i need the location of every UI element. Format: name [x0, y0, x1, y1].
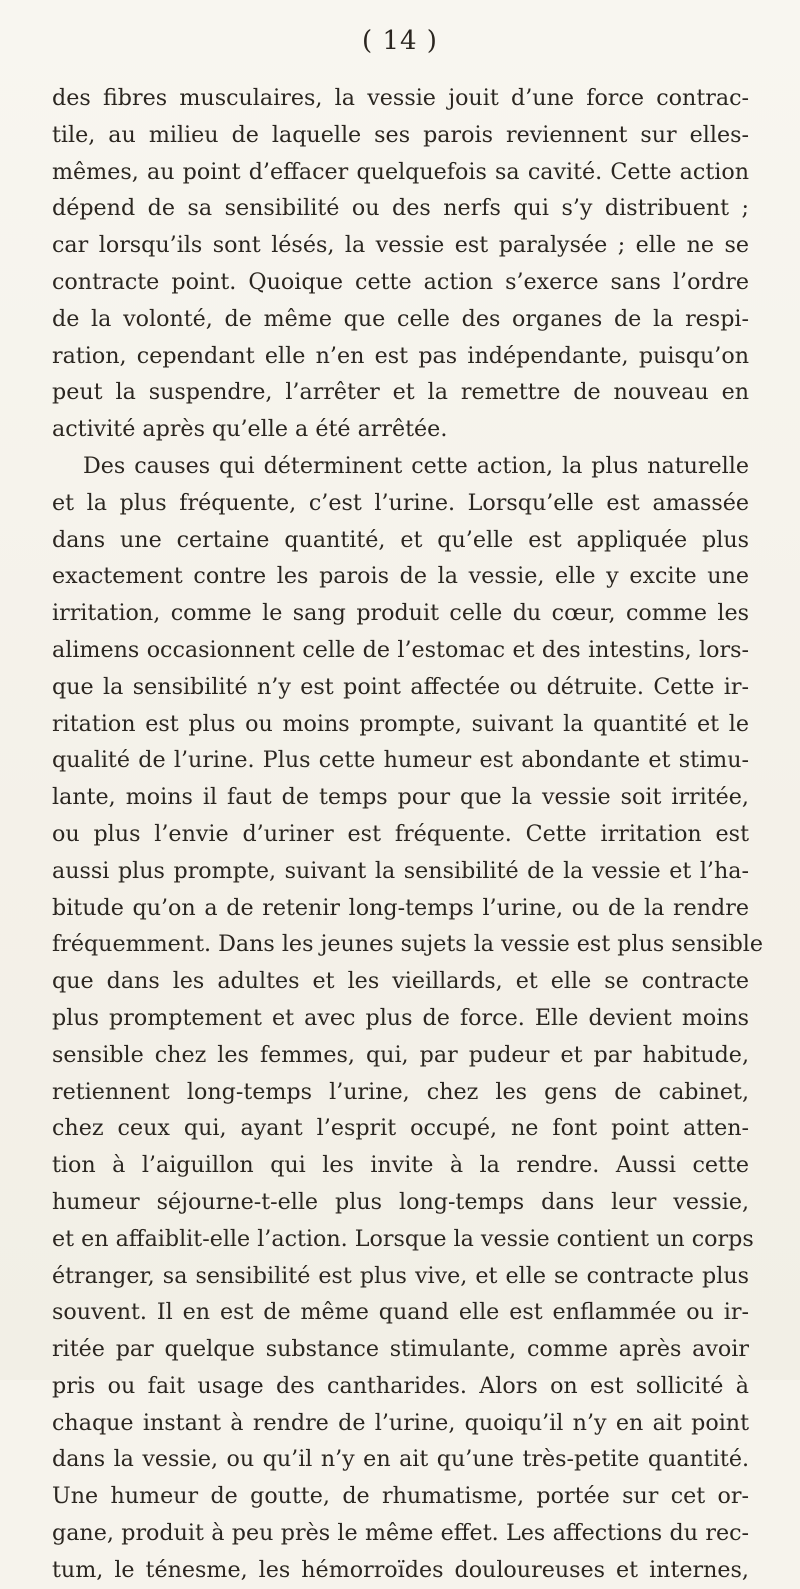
text-line: étranger, sa sensibilité est plus vive, et elle se contracte plus — [52, 1262, 749, 1289]
text-line: chaque instant à rendre de l’urine, quoiqu’il n’y en ait point — [52, 1409, 749, 1436]
text-line: que la sensibilité n’y est point affectée ou détruite. Cette ir- — [52, 673, 749, 700]
text-line: retiennent long-temps l’urine, chez les gens de cabinet, — [52, 1078, 749, 1105]
text-line: ritation est plus ou moins prompte, suivant la quantité et le — [52, 710, 749, 737]
text-line: humeur séjourne-t-elle plus long-temps dans leur vessie, — [52, 1188, 749, 1215]
text-line: souvent. Il en est de même quand elle est enflammée ou ir- — [52, 1299, 749, 1326]
text-line: plus promptement et avec plus de force. Elle devient moins — [52, 1004, 749, 1031]
text-line: fréquemment. Dans les jeunes sujets la vessie est plus sensible — [52, 931, 764, 958]
text-line: activité après qu’elle a été arrêtée. — [52, 416, 448, 443]
text-line: gane, produit à peu près le même effet. Les affections du rec- — [52, 1520, 749, 1547]
text-line: que dans les adultes et les vieillards, et elle se contracte — [52, 968, 749, 995]
text-line: car lorsqu’ils sont lésés, la vessie est paralysée ; elle ne se — [52, 232, 749, 259]
text-line: sensible chez les femmes, qui, par pudeur et par habitude, — [52, 1041, 749, 1068]
text-line: de la volonté, de même que celle des organes de la respi- — [52, 305, 749, 332]
text-line: exactement contre les parois de la vessie, elle y excite une — [52, 563, 749, 590]
text-line: dans une certaine quantité, et qu’elle est appliquée plus — [52, 526, 749, 553]
text-line: contracte point. Quoique cette action s’exerce sans l’ordre — [52, 268, 749, 295]
text-line: et la plus fréquente, c’est l’urine. Lorsqu’elle est amassée — [52, 489, 749, 516]
text-line: ou plus l’envie d’uriner est fréquente. Cette irritation est — [52, 820, 749, 847]
text-line: tile, au milieu de laquelle ses parois reviennent sur elles- — [52, 121, 749, 148]
text-line: dépend de sa sensibilité ou des nerfs qui s’y distribuent ; — [52, 195, 749, 222]
text-line: qualité de l’urine. Plus cette humeur est abondante et stimu- — [52, 747, 749, 774]
text-line: lante, moins il faut de temps pour que la vessie soit irritée, — [52, 784, 749, 811]
text-line: tum, le ténesme, les hémorroïdes douloureuses et internes, — [52, 1556, 749, 1583]
text-line: mêmes, au point d’effacer quelquefois sa cavité. Cette action — [52, 158, 749, 185]
text-line: bitude qu’on a de retenir long-temps l’urine, ou de la rendre — [52, 894, 749, 921]
text-line: des fibres musculaires, la vessie jouit d’une force contrac- — [52, 85, 749, 111]
page-number: ( 14 ) — [362, 26, 438, 56]
body-text — [52, 80, 764, 1589]
text-line: ritée par quelque substance stimulante, comme après avoir — [52, 1336, 749, 1363]
text-line: irritation, comme le sang produit celle du cœur, comme les — [52, 600, 749, 627]
text-line: dans la vessie, ou qu’il n’y en ait qu’une très-petite quantité. — [52, 1446, 749, 1473]
text-line: et en affaiblit-elle l’action. Lorsque la vessie contient un corps — [52, 1225, 754, 1252]
text-line: alimens occasionnent celle de l’estomac et des intestins, lors- — [52, 636, 749, 663]
text-line: chez ceux qui, ayant l’esprit occupé, ne font point atten- — [52, 1115, 749, 1142]
text-line: pris ou fait usage des cantharides. Alors on est sollicité à — [52, 1372, 749, 1399]
text-line: peut la suspendre, l’arrêter et la remettre de nouveau en — [52, 379, 749, 406]
text-line: aussi plus prompte, suivant la sensibilité de la vessie et l’ha- — [52, 857, 749, 884]
text-line: ration, cependant elle n’en est pas indépendante, puisqu’on — [52, 342, 749, 369]
text-line: Des causes qui déterminent cette action, la plus naturelle — [83, 452, 749, 479]
text-line: Une humeur de goutte, de rhumatisme, portée sur cet or- — [52, 1483, 749, 1510]
text-line: tion à l’aiguillon qui les invite à la rendre. Aussi cette — [52, 1152, 749, 1179]
